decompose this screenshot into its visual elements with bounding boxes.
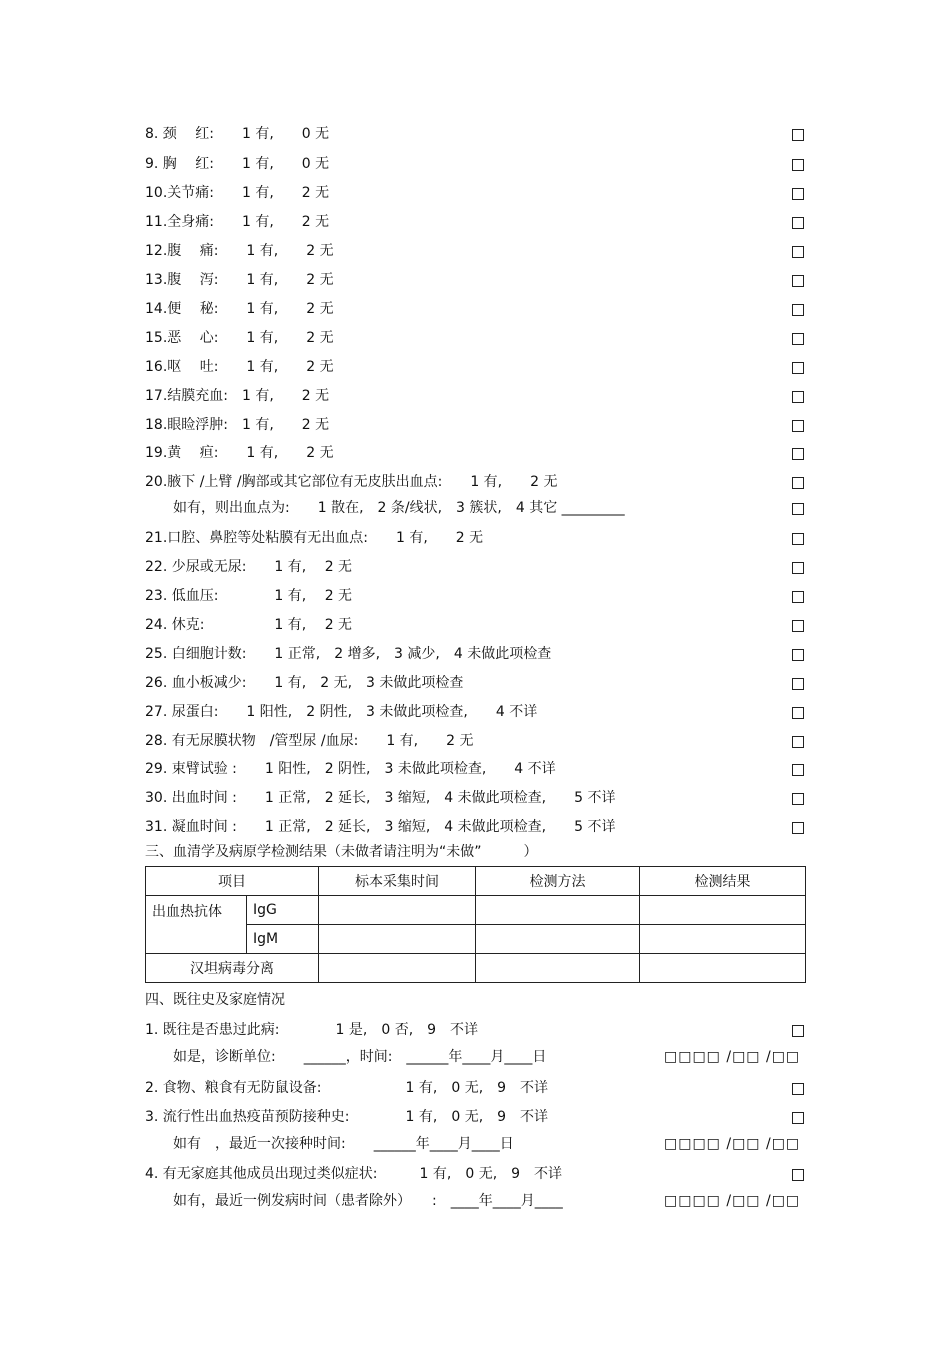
- checkbox[interactable]: [792, 1083, 804, 1095]
- checkbox[interactable]: [792, 562, 804, 574]
- igm-result-cell[interactable]: [640, 925, 806, 954]
- question-item: 10.关节痛: 1 有, 2 无: [145, 185, 330, 201]
- checkbox[interactable]: [792, 649, 804, 661]
- question-item: 23. 低血压: 1 有, 2 无: [145, 588, 353, 604]
- date-boxes[interactable]: □□□□ /□□ /□□: [664, 1049, 801, 1065]
- checkbox[interactable]: [792, 129, 804, 141]
- history-q4: 4. 有无家庭其他成员出现过类似症状: 1 有, 0 无, 9 不详: [145, 1166, 563, 1182]
- checkbox[interactable]: [792, 678, 804, 690]
- question-item: 24. 休克: 1 有, 2 无: [145, 617, 353, 633]
- checkbox[interactable]: [792, 1112, 804, 1124]
- antibody-label: 出血热抗体: [146, 896, 247, 954]
- table-row: [146, 954, 806, 983]
- header-result: 检测结果: [640, 867, 806, 896]
- question-item: 21.口腔、鼻腔等处粘膜有无出血点: 1 有, 2 无: [145, 530, 484, 546]
- table-header-row: [146, 867, 806, 896]
- history-q1: 1. 既往是否患过此病: 1 是, 0 否, 9 不详: [145, 1022, 479, 1038]
- question-item: 29. 束臂试验 : 1 阳性, 2 阴性, 3 未做此项检查, 4 不详: [145, 761, 556, 777]
- question-item: 17.结膜充血: 1 有, 2 无: [145, 388, 330, 404]
- checkbox[interactable]: [792, 620, 804, 632]
- date-boxes[interactable]: □□□□ /□□ /□□: [664, 1136, 801, 1152]
- question-item: 27. 尿蛋白: 1 阳性, 2 阴性, 3 未做此项检查, 4 不详: [145, 704, 538, 720]
- checkbox[interactable]: [792, 188, 804, 200]
- checkbox[interactable]: [792, 420, 804, 432]
- igm-method-cell[interactable]: [476, 925, 640, 954]
- igm-sample-time-cell[interactable]: [319, 925, 476, 954]
- checkbox[interactable]: [792, 533, 804, 545]
- igg-method-cell[interactable]: [476, 896, 640, 925]
- results-table: [145, 866, 806, 983]
- question-item: 31. 凝血时间 : 1 正常, 2 延长, 3 缩短, 4 未做此项检查, 5 不详: [145, 819, 616, 835]
- checkbox[interactable]: [792, 448, 804, 460]
- header-item: 项目: [146, 867, 319, 896]
- checkbox[interactable]: [792, 391, 804, 403]
- checkbox[interactable]: [792, 477, 804, 489]
- history-q3: 3. 流行性出血热疫苗预防接种史: 1 有, 0 无, 9 不详: [145, 1109, 549, 1125]
- question-item: 19.黄 疸: 1 有, 2 无: [145, 445, 334, 461]
- checkbox[interactable]: [792, 736, 804, 748]
- checkbox[interactable]: [792, 333, 804, 345]
- question-item: 9. 胸 红: 1 有, 0 无: [145, 156, 330, 172]
- question-item: 11.全身痛: 1 有, 2 无: [145, 214, 330, 230]
- checkbox[interactable]: [792, 1169, 804, 1181]
- header-sample-time: 标本采集时间: [319, 867, 476, 896]
- igg-sample-time-cell[interactable]: [319, 896, 476, 925]
- section4-title: 四、既往史及家庭情况: [145, 992, 285, 1008]
- question-item: 13.腹 泻: 1 有, 2 无: [145, 272, 334, 288]
- history-q1-sub: 如是，诊断单位: ______，时间: ______年____月____日: [145, 1049, 547, 1065]
- checkbox[interactable]: [792, 362, 804, 374]
- virus-result-cell[interactable]: [640, 954, 806, 983]
- question-item: 14.便 秘: 1 有, 2 无: [145, 301, 334, 317]
- question-item: 20.腋下 /上臂 /胸部或其它部位有无皮肤出血点: 1 有, 2 无: [145, 474, 558, 490]
- question-item: 18.眼睑浮肿: 1 有, 2 无: [145, 417, 330, 433]
- question-item: 8. 颈 红: 1 有, 0 无: [145, 126, 330, 142]
- igg-label: IgG: [247, 896, 319, 925]
- header-method: 检测方法: [476, 867, 640, 896]
- checkbox[interactable]: [792, 503, 804, 515]
- checkbox[interactable]: [792, 764, 804, 776]
- checkbox[interactable]: [792, 793, 804, 805]
- checkbox[interactable]: [792, 822, 804, 834]
- checkbox[interactable]: [792, 707, 804, 719]
- checkbox[interactable]: [792, 159, 804, 171]
- checkbox[interactable]: [792, 275, 804, 287]
- question-item: 28. 有无尿膜状物 /管型尿 /血尿: 1 有, 2 无: [145, 733, 474, 749]
- checkbox[interactable]: [792, 246, 804, 258]
- virus-sample-time-cell[interactable]: [319, 954, 476, 983]
- table-row: [146, 896, 806, 925]
- section3-title: 三、血清学及病原学检测结果（未做者请注明为“未做” ）: [145, 844, 538, 860]
- checkbox[interactable]: [792, 1025, 804, 1037]
- checkbox[interactable]: [792, 591, 804, 603]
- question-item: 25. 白细胞计数: 1 正常, 2 增多, 3 减少, 4 未做此项检查: [145, 646, 552, 662]
- history-q3-sub: 如有 ，最近一次接种时间: ______年____月____日: [145, 1136, 514, 1152]
- question-item: 22. 少尿或无尿: 1 有, 2 无: [145, 559, 353, 575]
- checkbox[interactable]: [792, 217, 804, 229]
- question-item: 26. 血小板减少: 1 有, 2 无, 3 未做此项检查: [145, 675, 464, 691]
- question-item: 12.腹 痛: 1 有, 2 无: [145, 243, 334, 259]
- history-q4-sub: 如有，最近一例发病时间（患者除外） : ____年____月____: [145, 1193, 563, 1209]
- question-item: 15.恶 心: 1 有, 2 无: [145, 330, 334, 346]
- virus-method-cell[interactable]: [476, 954, 640, 983]
- question-item: 30. 出血时间 : 1 正常, 2 延长, 3 缩短, 4 未做此项检查, 5 不详: [145, 790, 616, 806]
- igm-label: IgM: [247, 925, 319, 954]
- history-q2: 2. 食物、粮食有无防鼠设备: 1 有, 0 无, 9 不详: [145, 1080, 549, 1096]
- question-item: 16.呕 吐: 1 有, 2 无: [145, 359, 334, 375]
- virus-isolation-label: 汉坦病毒分离: [146, 954, 319, 983]
- question-item: 如有，则出血点为: 1 散在, 2 条/线状, 3 簇状, 4 其它 _________: [145, 500, 625, 516]
- date-boxes[interactable]: □□□□ /□□ /□□: [664, 1193, 801, 1209]
- checkbox[interactable]: [792, 304, 804, 316]
- igg-result-cell[interactable]: [640, 896, 806, 925]
